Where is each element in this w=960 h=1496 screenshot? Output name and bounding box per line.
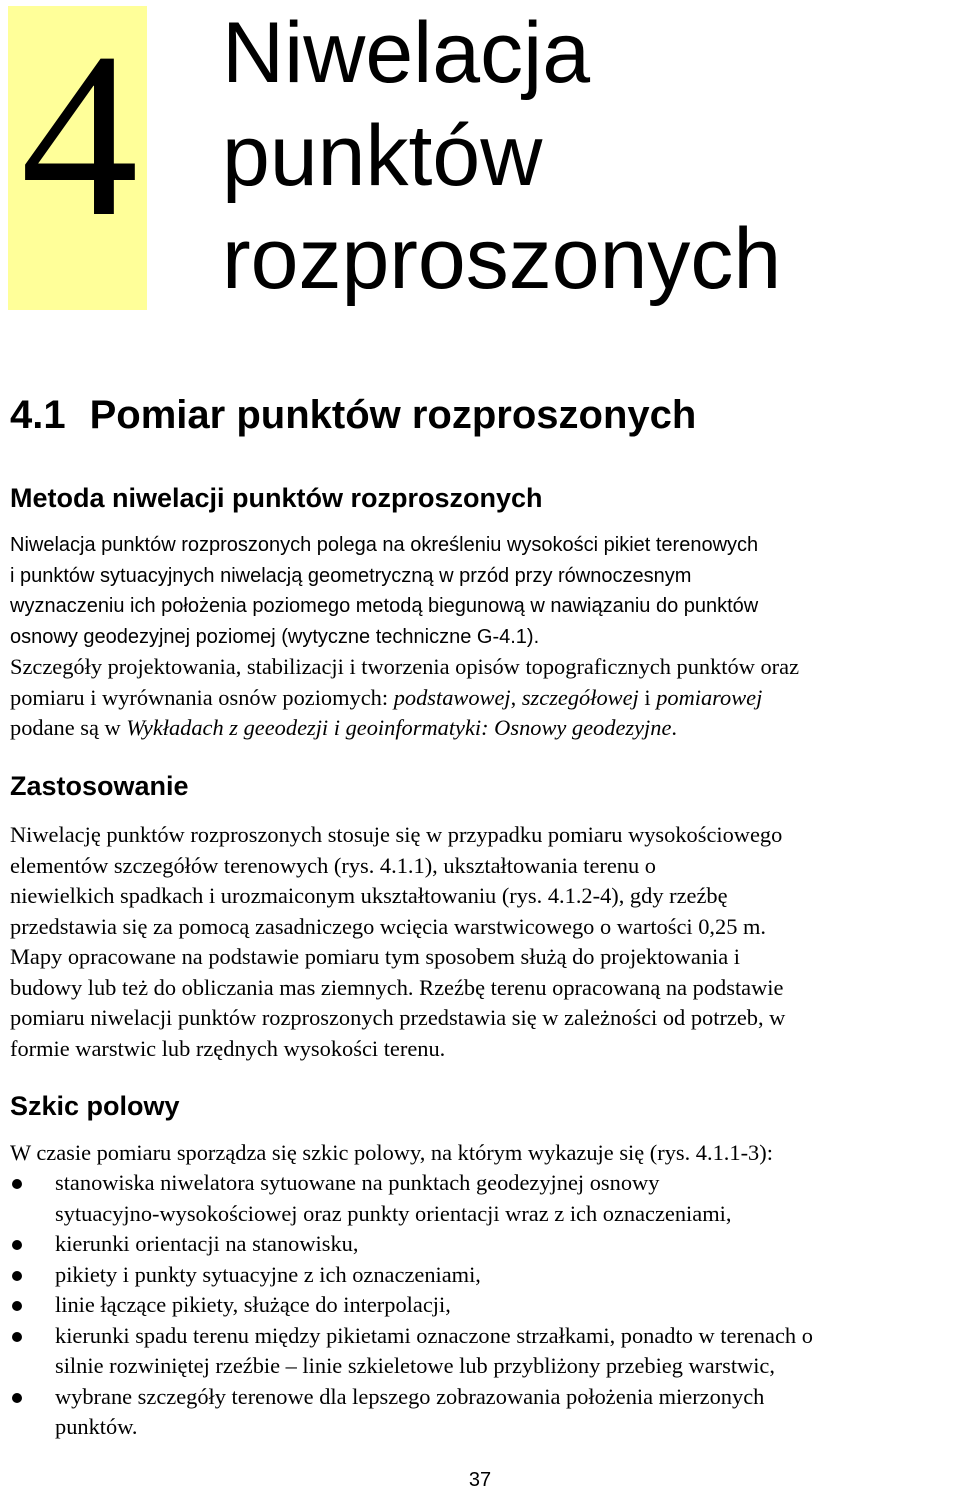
bullet-icon <box>12 1240 22 1250</box>
list-item: kierunki spadu terenu między pikietami oznaczone strzałkami, ponadto w terenach o silnie rozwiniętej rzeźbie – linie szkieletowe lub przybliżony przebieg warstwic, <box>10 1321 813 1382</box>
text-line: Mapy opracowane na podstawie pomiaru tym sposobem służą do projektowania i <box>10 944 741 969</box>
list-item: kierunki orientacji na stanowisku, <box>10 1229 813 1260</box>
page-number: 37 <box>468 1469 492 1491</box>
sketch-bullet-list <box>10 1168 813 1443</box>
bullet-icon <box>12 1179 22 1189</box>
italic-term: szczegółowej <box>521 684 639 710</box>
italic-term: pomiarowej <box>656 684 763 710</box>
list-item: wybrane szczegóły terenowe dla lepszego zobrazowania położenia mierzonych punktów. <box>10 1382 813 1443</box>
method-heading: Metoda niwelacji punktów rozproszonych <box>10 483 543 513</box>
list-item: linie łączące pikiety, służące do interpolacji, <box>10 1290 813 1321</box>
details-paragraph <box>10 652 799 744</box>
text-line: budowy lub też do obliczania mas ziemnych. Rzeźbę terenu opracowaną na podstawie <box>10 974 784 1000</box>
text-line: pomiaru i wyrównania osnów poziomych: podstawowej, szczegółowej i pomiarowej <box>10 684 763 710</box>
section-number: 4.1 <box>10 393 66 437</box>
text-line: i punktów sytuacyjnych niwelacją geometryczną w przód przy równoczesnym <box>10 564 692 587</box>
sketch-intro: W czasie pomiaru sporządza się szkic polowy, na którym wykazuje się (rys. 4.1.1-3): <box>10 1140 773 1165</box>
chapter-title-line: punktów <box>222 108 543 204</box>
text-line: podane są w Wykładach z geeodezji i geoinformatyki: Osnowy geodezyjne. <box>10 715 678 740</box>
text-line: osnowy geodezyjnej poziomej (wytyczne techniczne G-4.1). <box>10 625 540 648</box>
italic-term: podstawowej <box>393 684 511 710</box>
bullet-icon <box>12 1332 22 1342</box>
text-line: niewielkich spadkach i urozmaiconym ukształtowaniu (rys. 4.1.2-4), gdy rzeźbę <box>10 883 728 908</box>
text-line: Niwelacja punktów rozproszonych polega na określeniu wysokości pikiet terenowych <box>10 534 759 556</box>
bullet-icon <box>12 1271 22 1281</box>
text-line: wyznaczeniu ich położenia poziomego metodą biegunową w nawiązaniu do punktów <box>10 595 759 617</box>
application-heading: Zastosowanie <box>10 771 189 801</box>
text-line: przedstawia się za pomocą zasadniczego wcięcia warstwicowego o wartości 0,25 m. <box>10 913 767 939</box>
chapter-number: 4 <box>20 5 139 266</box>
section-title: Pomiar punktów rozproszonych <box>89 393 697 437</box>
chapter-title <box>222 2 781 311</box>
section-heading <box>10 388 696 442</box>
text-line: pomiaru niwelacji punktów rozproszonych przedstawia się w zależności od potrzeb, w <box>10 1005 786 1030</box>
method-paragraph <box>10 530 758 652</box>
bullet-icon <box>12 1301 22 1311</box>
sketch-heading: Szkic polowy <box>10 1091 180 1121</box>
application-paragraph <box>10 820 785 1064</box>
list-item: pikiety i punkty sytuacyjne z ich oznaczeniami, <box>10 1260 813 1291</box>
text-line: Szczegóły projektowania, stabilizacji i tworzenia opisów topograficznych punktów oraz <box>10 654 800 679</box>
reference-title: Wykładach z geeodezji i geoinformatyki: Osnowy geodezyjne <box>126 715 672 740</box>
text-line: elementów szczegółów terenowych (rys. 4.1.1), ukształtowania terenu o <box>10 852 656 878</box>
chapter-title-line: rozproszonych <box>222 211 782 307</box>
chapter-title-line: Niwelacja <box>222 5 591 101</box>
list-item: stanowiska niwelatora sytuowane na punktach geodezyjnej osnowy sytuacyjno-wysokościowej oraz punkty orientacji wraz z ich oznaczeniami, <box>10 1168 813 1229</box>
text-line: formie warstwic lub rzędnych wysokości terenu. <box>10 1035 446 1061</box>
text-line: Niwelację punktów rozproszonych stosuje się w przypadku pomiaru wysokościowego <box>10 822 783 847</box>
bullet-icon <box>12 1393 22 1403</box>
